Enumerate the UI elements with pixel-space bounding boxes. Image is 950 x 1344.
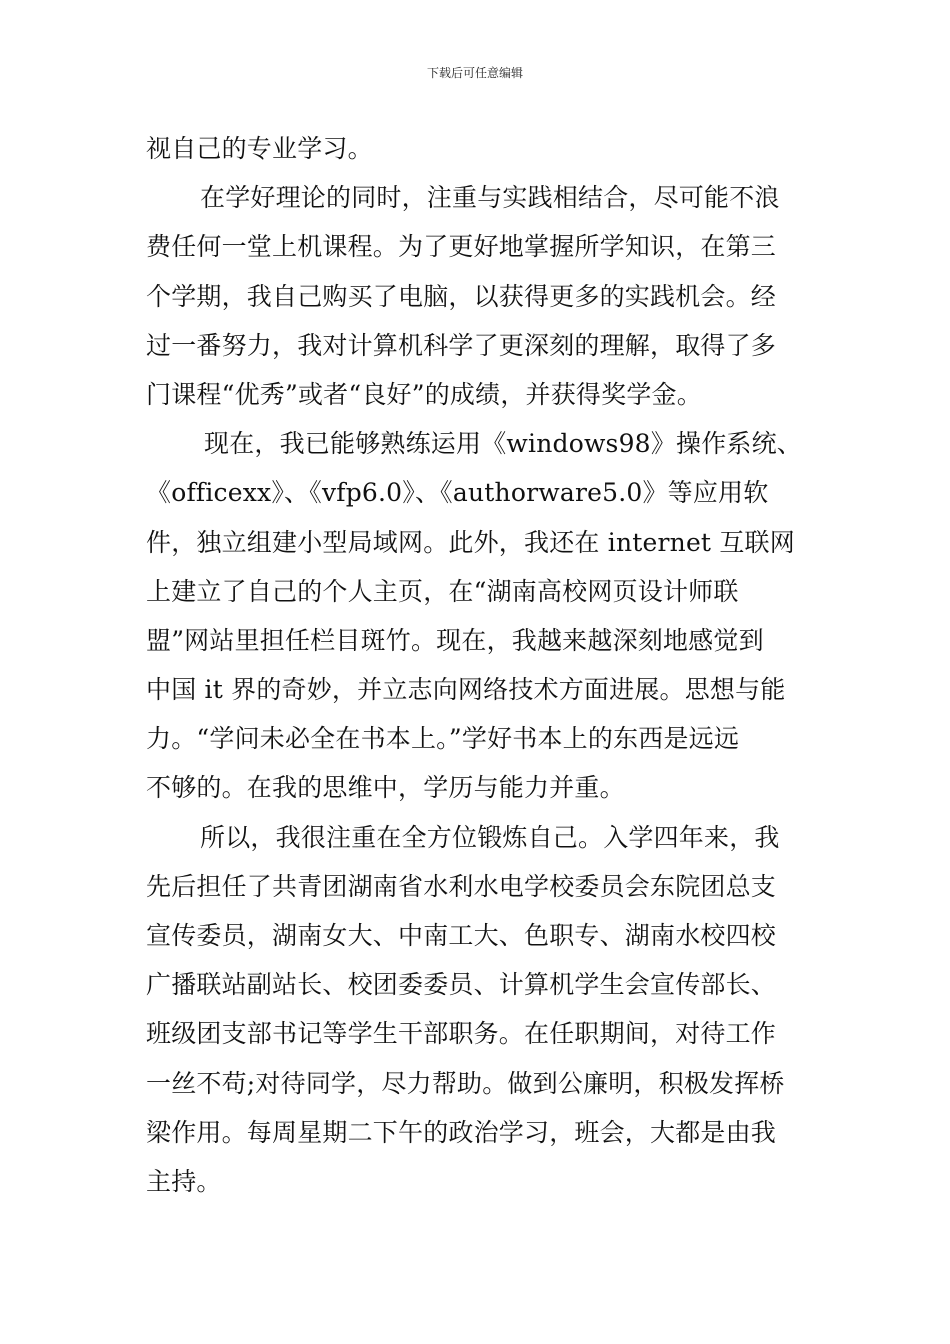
text-line: 中国 it 界的奇妙，并立志向网络技术方面进展。思想与能 <box>146 675 786 705</box>
text-line: 先后担任了共青团湖南省水利水电学校委员会东院团总支 <box>146 871 777 901</box>
text-line: 一丝不苟;对待同学，尽力帮助。做到公廉明，积极发挥桥 <box>146 1068 785 1098</box>
page-header: 下载后可任意编辑 <box>426 66 523 80</box>
text-line: 费任何一堂上机课程。为了更好地掌握所学知识，在第三 <box>146 232 777 262</box>
paragraph-start-line: 在学好理论的同时，注重与实践相结合，尽可能不浪 <box>200 183 780 213</box>
text-line: 盟”网站里担任栏目斑竹。现在，我越来越深刻地感觉到 <box>146 625 764 655</box>
paragraph-start-line: 所以，我很注重在全方位锻炼自己。入学四年来，我 <box>200 822 780 852</box>
paragraph-start-line: 现在，我已能够熟练运用《windows98》操作系统、 <box>204 429 802 459</box>
text-line: 力。“学问未必全在书本上。”学好书本上的东西是远远 <box>146 724 740 754</box>
text-line: 宣传委员，湖南女大、中南工大、色职专、湖南水校四校 <box>146 921 777 950</box>
text-line: 个学期，我自己购买了电脑，以获得更多的实践机会。经 <box>146 281 777 311</box>
text-line: 门课程“优秀”或者“良好”的成绩，并获得奖学金。 <box>146 379 702 409</box>
text-line: 件，独立组建小型局域网。此外，我还在 internet 互联网 <box>146 527 795 557</box>
text-line: 不够的。在我的思维中，学历与能力并重。 <box>146 773 625 803</box>
text-line: 班级团支部书记等学生干部职务。在任职期间，对待工作 <box>146 1019 777 1049</box>
text-line: 梁作用。每周星期二下午的政治学习，班会，大都是由我 <box>146 1117 777 1147</box>
text-line: 《officexx》、《vfp6.0》、《authorware5.0》等应用软 <box>146 478 769 508</box>
text-line: 过一番努力，我对计算机科学了更深刻的理解，取得了多 <box>146 330 777 360</box>
text-line: 上建立了自己的个人主页，在“湖南高校网页设计师联 <box>146 576 739 606</box>
text-line: 视自己的专业学习。 <box>146 134 373 163</box>
text-line: 主持。 <box>146 1166 222 1196</box>
text-line: 广播联站副站长、校团委委员、计算机学生会宣传部长、 <box>146 970 777 1000</box>
document-body <box>146 124 811 1206</box>
